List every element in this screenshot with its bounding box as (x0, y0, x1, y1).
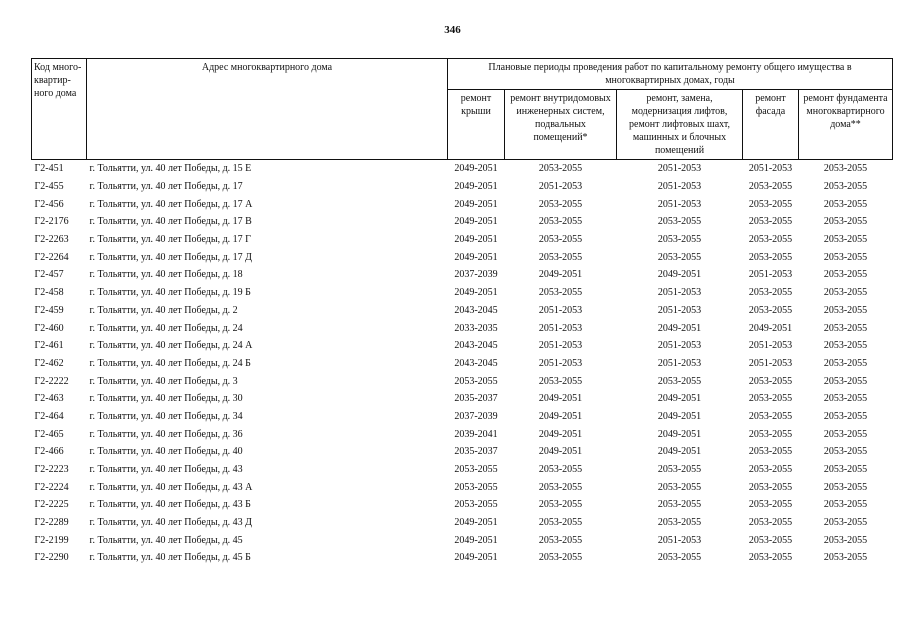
cell-engineering: 2051-2053 (538, 322, 583, 334)
cell-foundation: 2053-2055 (823, 251, 868, 263)
cell-foundation: 2053-2055 (823, 163, 868, 175)
cell-roof: 2053-2055 (454, 464, 498, 476)
cell-code: Г2-455 (34, 181, 64, 193)
cell-address: г. Тольятти, ул. 40 лет Победы, д. 24 (89, 322, 243, 334)
cell-engineering: 2053-2055 (538, 481, 583, 493)
cell-facade: 2053-2055 (748, 287, 793, 299)
cell-foundation: 2053-2055 (823, 446, 868, 458)
cell-facade: 2053-2055 (748, 410, 793, 422)
cell-facade: 2053-2055 (748, 428, 793, 440)
cell-foundation: 2053-2055 (823, 234, 868, 246)
cell-code: Г2-462 (34, 357, 64, 369)
table-row (32, 319, 893, 337)
cell-facade: 2053-2055 (748, 375, 793, 387)
cell-elevators: 2051-2053 (657, 534, 702, 546)
cell-code: Г2-466 (34, 446, 64, 458)
cell-elevators: 2051-2053 (657, 304, 702, 316)
header-periods: Плановые периоды проведения работ по капитальному ремонту общего имущества в многоквартирных домах, годы (448, 59, 893, 90)
cell-foundation: 2053-2055 (823, 464, 868, 476)
cell-roof: 2049-2051 (454, 534, 498, 546)
cell-elevators: 2049-2051 (657, 322, 702, 334)
table-row (32, 514, 893, 532)
cell-address: г. Тольятти, ул. 40 лет Победы, д. 43 А (89, 481, 253, 493)
cell-foundation: 2053-2055 (823, 198, 868, 210)
cell-engineering: 2053-2055 (538, 499, 583, 511)
cell-engineering: 2053-2055 (538, 287, 583, 299)
cell-foundation: 2053-2055 (823, 287, 868, 299)
cell-code: Г2-2264 (34, 251, 69, 263)
header-engineering: ремонт внутридомовых инженерных систем, подвальных помещений* (505, 90, 617, 160)
table-row (32, 531, 893, 549)
cell-foundation: 2053-2055 (823, 304, 868, 316)
cell-facade: 2053-2055 (748, 198, 793, 210)
cell-engineering: 2053-2055 (538, 251, 583, 263)
cell-address: г. Тольятти, ул. 40 лет Победы, д. 45 (89, 534, 243, 546)
cell-roof: 2039-2041 (454, 428, 498, 440)
cell-address: г. Тольятти, ул. 40 лет Победы, д. 45 Б (89, 552, 251, 564)
capital-repair-table (31, 58, 893, 567)
cell-roof: 2043-2045 (454, 340, 498, 352)
cell-address: г. Тольятти, ул. 40 лет Победы, д. 17 (89, 181, 243, 193)
cell-roof: 2035-2037 (454, 446, 498, 458)
cell-foundation: 2053-2055 (823, 375, 868, 387)
cell-facade: 2053-2055 (748, 534, 793, 546)
cell-address: г. Тольятти, ул. 40 лет Победы, д. 17 А (89, 198, 253, 210)
cell-elevators: 2049-2051 (657, 428, 702, 440)
table-row (32, 408, 893, 426)
cell-engineering: 2053-2055 (538, 216, 583, 228)
cell-elevators: 2051-2053 (657, 357, 702, 369)
header-elevators: ремонт, замена, модернизация лифтов, ремонт лифтовых шахт, машинных и блочных помещений (617, 90, 743, 160)
cell-address: г. Тольятти, ул. 40 лет Победы, д. 3 (89, 375, 238, 387)
cell-code: Г2-2222 (34, 375, 69, 387)
cell-foundation: 2053-2055 (823, 481, 868, 493)
cell-address: г. Тольятти, ул. 40 лет Победы, д. 24 Б (89, 357, 251, 369)
cell-facade: 2053-2055 (748, 234, 793, 246)
cell-engineering: 2053-2055 (538, 198, 583, 210)
cell-foundation: 2053-2055 (823, 340, 868, 352)
cell-code: Г2-2263 (34, 234, 69, 246)
cell-code: Г2-458 (34, 287, 64, 299)
table-row (32, 160, 893, 178)
cell-facade: 2053-2055 (748, 464, 793, 476)
cell-engineering: 2053-2055 (538, 234, 583, 246)
cell-roof: 2035-2037 (454, 393, 498, 405)
cell-engineering: 2049-2051 (538, 446, 583, 458)
cell-foundation: 2053-2055 (823, 517, 868, 529)
cell-elevators: 2051-2053 (657, 198, 702, 210)
cell-roof: 2049-2051 (454, 251, 498, 263)
table-row (32, 478, 893, 496)
cell-address: г. Тольятти, ул. 40 лет Победы, д. 24 А (89, 340, 253, 352)
table-row (32, 443, 893, 461)
cell-engineering: 2049-2051 (538, 269, 583, 281)
cell-address: г. Тольятти, ул. 40 лет Победы, д. 36 (89, 428, 243, 440)
header-foundation: ремонт фундамента многоквартирного дома** (799, 90, 893, 160)
header-roof: ремонт крыши (448, 90, 505, 160)
cell-roof: 2049-2051 (454, 181, 498, 193)
cell-elevators: 2051-2053 (657, 163, 702, 175)
cell-roof: 2043-2045 (454, 304, 498, 316)
cell-elevators: 2053-2055 (657, 251, 702, 263)
cell-facade: 2053-2055 (748, 216, 793, 228)
cell-facade: 2053-2055 (748, 499, 793, 511)
cell-engineering: 2053-2055 (538, 534, 583, 546)
cell-facade: 2053-2055 (748, 517, 793, 529)
cell-elevators: 2053-2055 (657, 216, 702, 228)
cell-facade: 2053-2055 (748, 393, 793, 405)
cell-facade: 2051-2053 (748, 163, 793, 175)
table-row (32, 266, 893, 284)
cell-foundation: 2053-2055 (823, 552, 868, 564)
cell-elevators: 2049-2051 (657, 269, 702, 281)
cell-code: Г2-2225 (34, 499, 69, 511)
table-row (32, 372, 893, 390)
table-row (32, 248, 893, 266)
cell-elevators: 2053-2055 (657, 464, 702, 476)
cell-code: Г2-457 (34, 269, 64, 281)
cell-code: Г2-459 (34, 304, 64, 316)
cell-elevators: 2053-2055 (657, 234, 702, 246)
cell-facade: 2051-2053 (748, 269, 793, 281)
cell-facade: 2053-2055 (748, 251, 793, 263)
cell-code: Г2-461 (34, 340, 64, 352)
cell-engineering: 2053-2055 (538, 464, 583, 476)
cell-address: г. Тольятти, ул. 40 лет Победы, д. 2 (89, 304, 238, 316)
cell-code: Г2-451 (34, 163, 64, 175)
cell-facade: 2051-2053 (748, 340, 793, 352)
table-row (32, 355, 893, 373)
cell-foundation: 2053-2055 (823, 269, 868, 281)
table-row (32, 425, 893, 443)
page-number: 346 (444, 24, 461, 36)
table-row (32, 231, 893, 249)
table-header (32, 59, 893, 160)
cell-address: г. Тольятти, ул. 40 лет Победы, д. 40 (89, 446, 243, 458)
table-row (32, 178, 893, 196)
cell-address: г. Тольятти, ул. 40 лет Победы, д. 43 Б (89, 499, 251, 511)
cell-foundation: 2053-2055 (823, 410, 868, 422)
cell-facade: 2053-2055 (748, 552, 793, 564)
cell-address: г. Тольятти, ул. 40 лет Победы, д. 19 Б (89, 287, 251, 299)
cell-facade: 2051-2053 (748, 357, 793, 369)
cell-address: г. Тольятти, ул. 40 лет Победы, д. 17 В (89, 216, 252, 228)
cell-code: Г2-460 (34, 322, 64, 334)
cell-roof: 2053-2055 (454, 375, 498, 387)
cell-engineering: 2053-2055 (538, 163, 583, 175)
cell-engineering: 2053-2055 (538, 375, 583, 387)
cell-code: Г2-464 (34, 410, 64, 422)
cell-foundation: 2053-2055 (823, 181, 868, 193)
cell-code: Г2-465 (34, 428, 64, 440)
cell-facade: 2053-2055 (748, 304, 793, 316)
table-row (32, 496, 893, 514)
cell-foundation: 2053-2055 (823, 357, 868, 369)
header-facade: ремонт фасада (743, 90, 799, 160)
cell-foundation: 2053-2055 (823, 216, 868, 228)
cell-roof: 2049-2051 (454, 552, 498, 564)
cell-address: г. Тольятти, ул. 40 лет Победы, д. 30 (89, 393, 243, 405)
cell-address: г. Тольятти, ул. 40 лет Победы, д. 43 Д (89, 517, 252, 529)
cell-roof: 2037-2039 (454, 269, 498, 281)
cell-elevators: 2049-2051 (657, 393, 702, 405)
cell-engineering: 2049-2051 (538, 410, 583, 422)
table-row (32, 549, 893, 567)
cell-code: Г2-463 (34, 393, 64, 405)
cell-roof: 2049-2051 (454, 234, 498, 246)
cell-roof: 2033-2035 (454, 322, 498, 334)
cell-roof: 2049-2051 (454, 198, 498, 210)
cell-engineering: 2053-2055 (538, 517, 583, 529)
cell-elevators: 2051-2053 (657, 181, 702, 193)
cell-code: Г2-456 (34, 198, 64, 210)
cell-roof: 2049-2051 (454, 287, 498, 299)
table-row (32, 302, 893, 320)
cell-foundation: 2053-2055 (823, 499, 868, 511)
table-row (32, 213, 893, 231)
cell-address: г. Тольятти, ул. 40 лет Победы, д. 43 (89, 464, 243, 476)
cell-foundation: 2053-2055 (823, 428, 868, 440)
table-row (32, 284, 893, 302)
cell-foundation: 2053-2055 (823, 322, 868, 334)
cell-address: г. Тольятти, ул. 40 лет Победы, д. 18 (89, 269, 243, 281)
cell-elevators: 2053-2055 (657, 517, 702, 529)
cell-foundation: 2053-2055 (823, 393, 868, 405)
cell-roof: 2049-2051 (454, 163, 498, 175)
cell-engineering: 2051-2053 (538, 181, 583, 193)
cell-elevators: 2049-2051 (657, 446, 702, 458)
cell-elevators: 2053-2055 (657, 499, 702, 511)
table-row (32, 461, 893, 479)
cell-elevators: 2053-2055 (657, 375, 702, 387)
cell-engineering: 2049-2051 (538, 393, 583, 405)
cell-facade: 2053-2055 (748, 481, 793, 493)
cell-engineering: 2053-2055 (538, 552, 583, 564)
cell-address: г. Тольятти, ул. 40 лет Победы, д. 15 Е (89, 163, 252, 175)
cell-roof: 2043-2045 (454, 357, 498, 369)
cell-facade: 2053-2055 (748, 446, 793, 458)
cell-code: Г2-2290 (34, 552, 69, 564)
cell-roof: 2049-2051 (454, 216, 498, 228)
header-address: Адрес многоквартирного дома (87, 59, 448, 160)
cell-roof: 2049-2051 (454, 517, 498, 529)
cell-address: г. Тольятти, ул. 40 лет Победы, д. 17 Г (89, 234, 251, 246)
cell-foundation: 2053-2055 (823, 534, 868, 546)
table-row (32, 337, 893, 355)
cell-elevators: 2053-2055 (657, 481, 702, 493)
cell-engineering: 2049-2051 (538, 428, 583, 440)
cell-code: Г2-2224 (34, 481, 69, 493)
cell-address: г. Тольятти, ул. 40 лет Победы, д. 17 Д (89, 251, 252, 263)
cell-address: г. Тольятти, ул. 40 лет Победы, д. 34 (89, 410, 243, 422)
table-row (32, 390, 893, 408)
cell-facade: 2049-2051 (748, 322, 793, 334)
cell-roof: 2053-2055 (454, 481, 498, 493)
cell-elevators: 2051-2053 (657, 287, 702, 299)
cell-code: Г2-2223 (34, 464, 69, 476)
cell-roof: 2037-2039 (454, 410, 498, 422)
table-row (32, 195, 893, 213)
cell-roof: 2053-2055 (454, 499, 498, 511)
cell-facade: 2053-2055 (748, 181, 793, 193)
cell-elevators: 2049-2051 (657, 410, 702, 422)
table-body (32, 160, 893, 567)
cell-code: Г2-2289 (34, 517, 69, 529)
cell-engineering: 2051-2053 (538, 340, 583, 352)
cell-code: Г2-2176 (34, 216, 69, 228)
header-code: Код много-квартир-ного дома (32, 59, 87, 160)
cell-elevators: 2051-2053 (657, 340, 702, 352)
cell-engineering: 2051-2053 (538, 357, 583, 369)
cell-code: Г2-2199 (34, 534, 69, 546)
cell-elevators: 2053-2055 (657, 552, 702, 564)
cell-engineering: 2051-2053 (538, 304, 583, 316)
